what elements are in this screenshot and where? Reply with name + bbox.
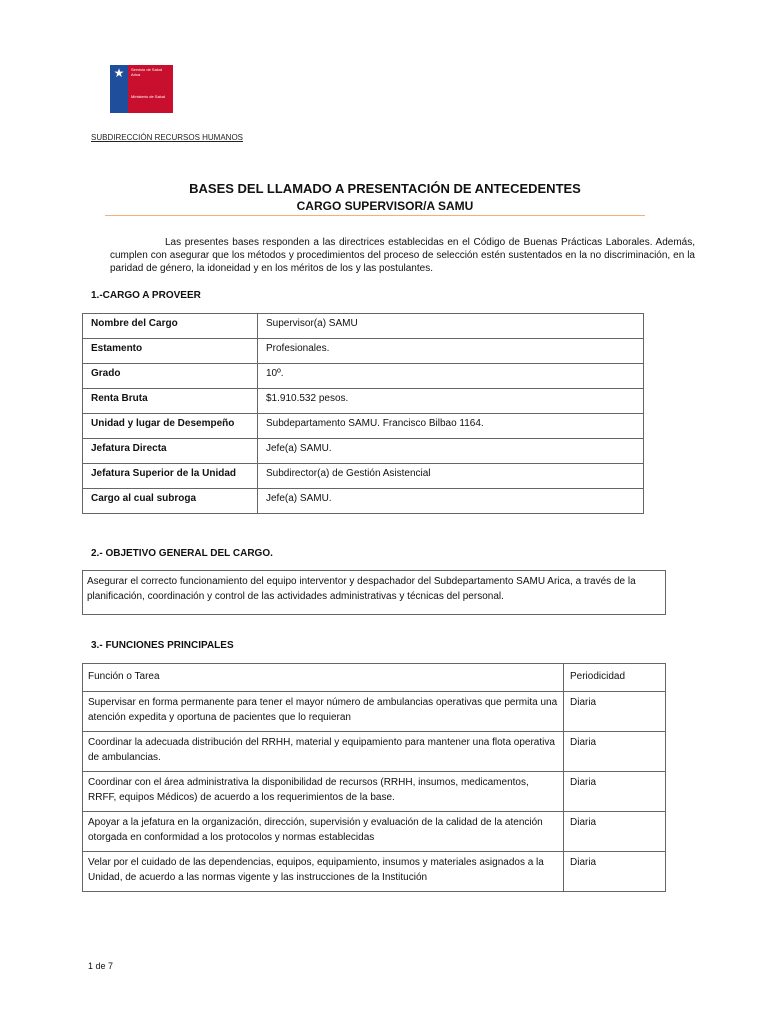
- field-value: Jefe(a) SAMU.: [258, 439, 644, 464]
- field-label: Cargo al cual subroga: [83, 489, 258, 514]
- table-row: [83, 852, 666, 892]
- column-header-frequency: Periodicidad: [564, 664, 666, 692]
- table-row: [83, 389, 644, 414]
- objetivo-text: Asegurar el correcto funcionamiento del equipo interventor y despachador del Subdepartamento SAMU Arica, a través de la planificación, coordinación y control de las actividades administrativas y técnicas del personal.: [83, 571, 666, 615]
- field-value: Supervisor(a) SAMU: [258, 314, 644, 339]
- frequency-cell: Diaria: [564, 692, 666, 732]
- field-label: Jefatura Directa: [83, 439, 258, 464]
- frequency-cell: Diaria: [564, 812, 666, 852]
- task-cell: Apoyar a la jefatura en la organización, dirección, supervisión y evaluación de la calidad de la atención otorgada en conformidad a los protocolos y normas establecidas: [83, 812, 564, 852]
- subdireccion-header: SUBDIRECCIÓN RECURSOS HUMANOS: [91, 133, 244, 142]
- title-divider: [105, 215, 645, 216]
- page-number: 1 de 7: [88, 961, 114, 971]
- table-row: [83, 414, 644, 439]
- field-label: Renta Bruta: [83, 389, 258, 414]
- field-label: Jefatura Superior de la Unidad: [83, 464, 258, 489]
- table-row: [83, 339, 644, 364]
- task-cell: Velar por el cuidado de las dependencias, equipos, equipamiento, insumos y materiales asignados a la Unidad, de acuerdo a las normas vigente y las instrucciones de la Institución: [83, 852, 564, 892]
- column-header-task: Función o Tarea: [83, 664, 564, 692]
- star-icon: ★: [113, 66, 125, 80]
- table-row: [83, 464, 644, 489]
- task-cell: Coordinar con el área administrativa la disponibilidad de recursos (RRHH, insumos, medicamentos, RRFF, equipos Médicos) de acuerdo a los requerimientos de la base.: [83, 772, 564, 812]
- intro-paragraph: Las presentes bases responden a las directrices establecidas en el Código de Buenas Prácticas Laborales. Además, cumplen con asegurar que los métodos y procedimientos del proceso de selección estén sustentados en la no discriminación, en la paridad de género, la idoneidad y en los méritos de los y las postulantes.: [110, 237, 695, 274]
- field-label: Unidad y lugar de Desempeño: [83, 414, 258, 439]
- table-row: [83, 772, 666, 812]
- logo-text-ministry: Ministerio de Salud: [128, 92, 173, 113]
- field-value: 10º.: [258, 364, 644, 389]
- frequency-cell: Diaria: [564, 852, 666, 892]
- field-value: Jefe(a) SAMU.: [258, 489, 644, 514]
- table-row: [83, 314, 644, 339]
- task-cell: Supervisar en forma permanente para tener el mayor número de ambulancias operativas que permita una atención expedita y oportuna de pacientes que lo requieran: [83, 692, 564, 732]
- table-row: [83, 732, 666, 772]
- document-title: BASES DEL LLAMADO A PRESENTACIÓN DE ANTECEDENTES: [189, 181, 581, 196]
- field-label: Grado: [83, 364, 258, 389]
- table-row: [83, 692, 666, 732]
- field-label: Nombre del Cargo: [83, 314, 258, 339]
- funciones-table: [82, 663, 666, 892]
- frequency-cell: Diaria: [564, 732, 666, 772]
- field-label: Estamento: [83, 339, 258, 364]
- table-row: [83, 439, 644, 464]
- logo-text-service: Servicio de Salud Arica: [128, 65, 173, 92]
- table-row: [83, 489, 644, 514]
- task-cell: Coordinar la adecuada distribución del RRHH, material y equipamiento para mantener una flota operativa de ambulancias.: [83, 732, 564, 772]
- section-1-title: 1.-CARGO A PROVEER: [91, 290, 201, 301]
- section-3-title: 3.- FUNCIONES PRINCIPALES: [91, 640, 234, 651]
- cargo-table: [82, 313, 644, 514]
- document-subtitle: CARGO SUPERVISOR/A SAMU: [296, 199, 474, 213]
- table-row: [83, 812, 666, 852]
- table-row: [83, 364, 644, 389]
- field-value: Subdepartamento SAMU. Francisco Bilbao 1164.: [258, 414, 644, 439]
- frequency-cell: Diaria: [564, 772, 666, 812]
- field-value: Subdirector(a) de Gestión Asistencial: [258, 464, 644, 489]
- field-value: Profesionales.: [258, 339, 644, 364]
- institution-logo: [110, 65, 173, 113]
- objetivo-table: [82, 570, 666, 615]
- section-2-title: 2.- OBJETIVO GENERAL DEL CARGO.: [91, 548, 273, 559]
- field-value: $1.910.532 pesos.: [258, 389, 644, 414]
- table-header-row: [83, 664, 666, 692]
